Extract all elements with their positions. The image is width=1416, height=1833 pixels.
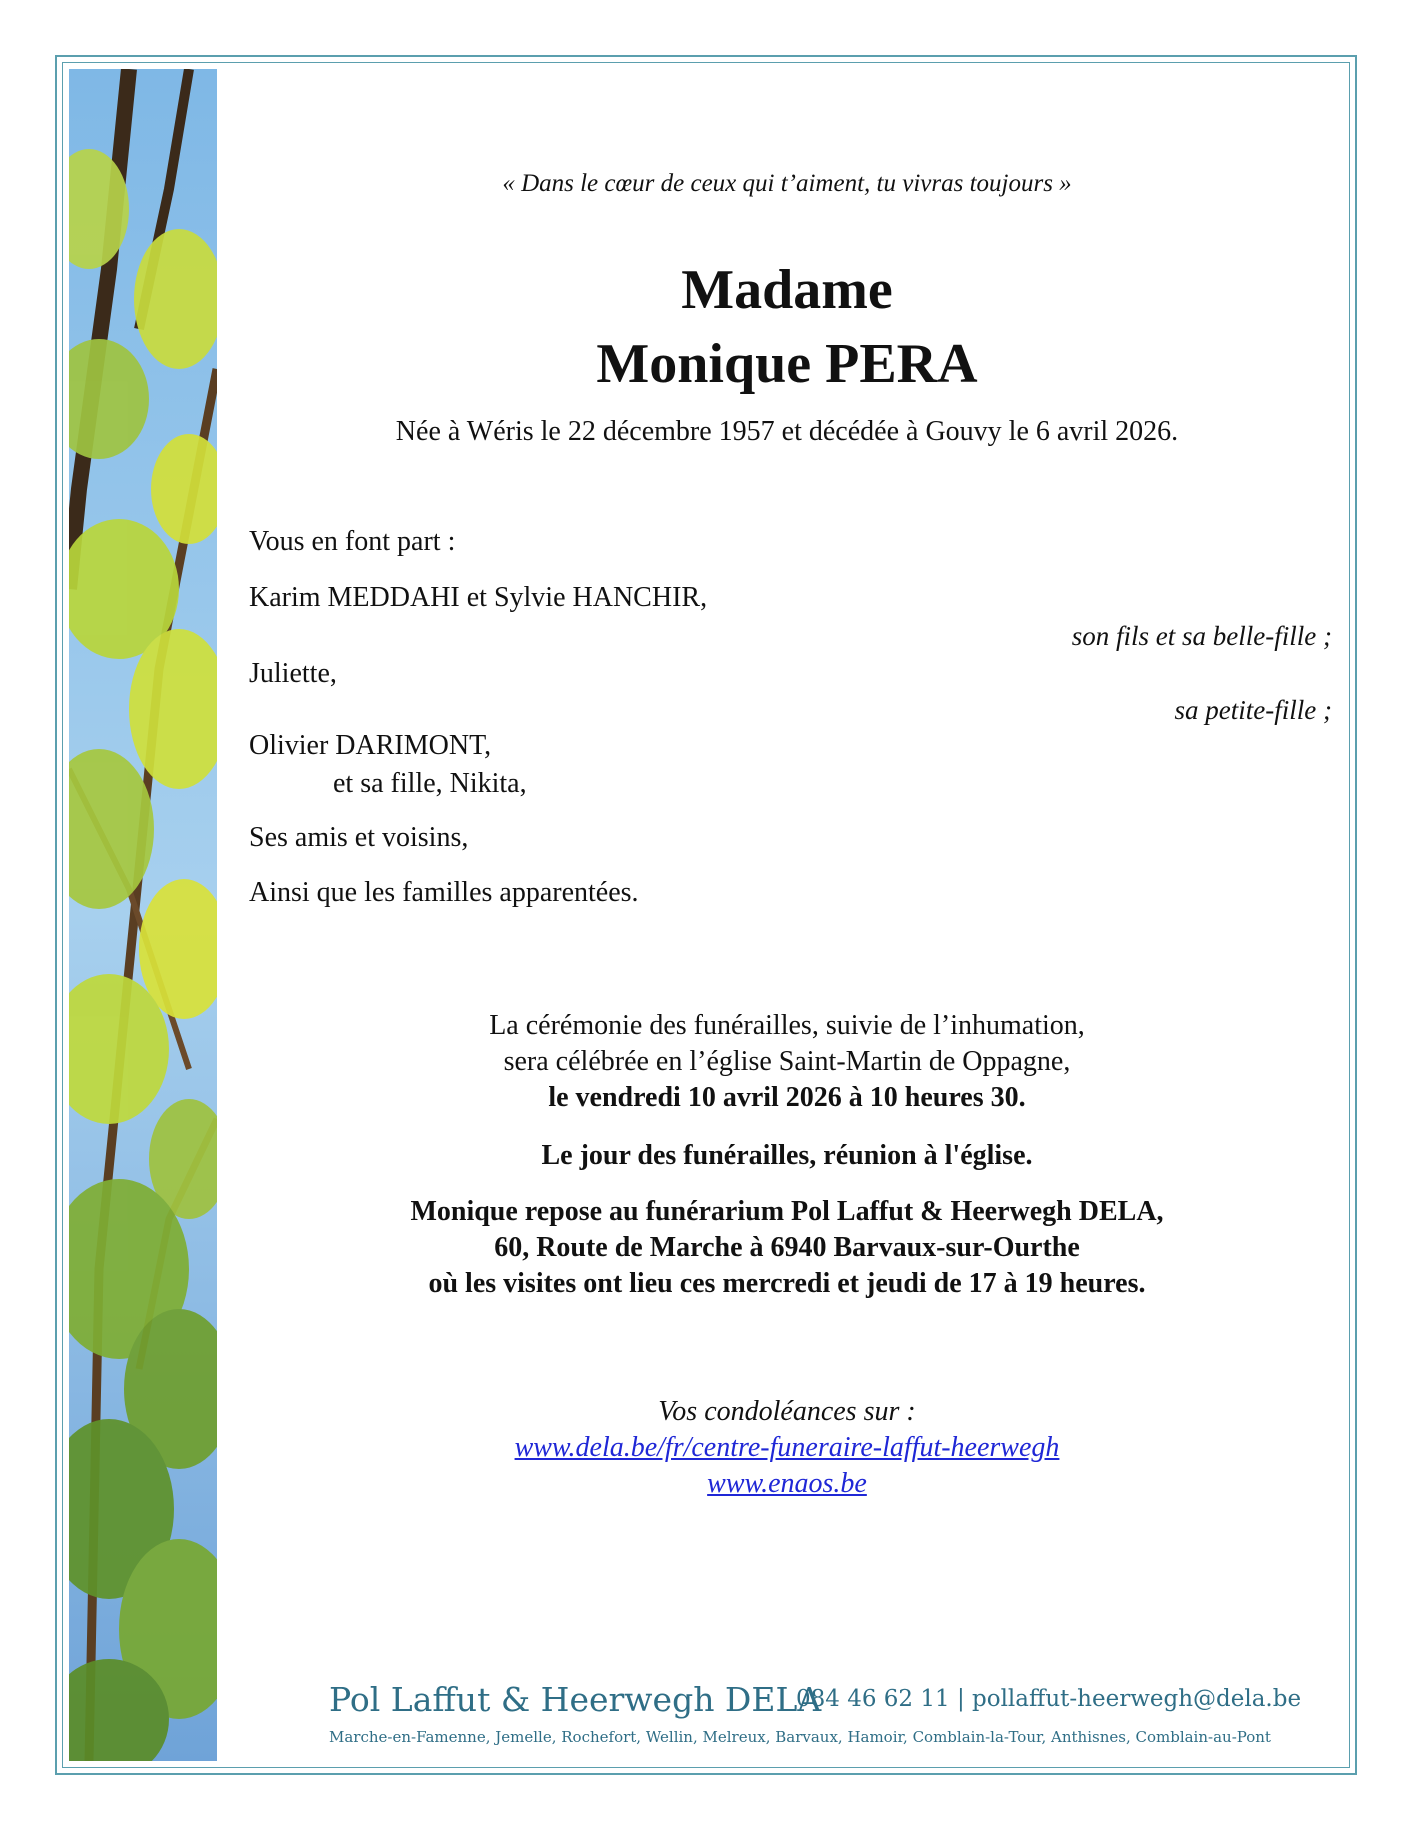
funerarium-address: 60, Route de Marche à 6940 Barvaux-sur-Ourthe: [494, 1232, 1080, 1263]
condolences-link-enaos[interactable]: www.enaos.be: [707, 1468, 867, 1499]
birth-death-line: Née à Wéris le 22 décembre 1957 et décédée à Gouvy le 6 avril 2026.: [395, 416, 1179, 447]
visiting-hours: où les visites ont lieu ces mercredi et jeudi de 17 à 19 heures.: [428, 1268, 1146, 1299]
family-relation: sa petite-fille ;: [1174, 695, 1332, 725]
ceremony-gathering: Le jour des funérailles, réunion à l'église.: [541, 1140, 1033, 1171]
funerarium-line: Monique repose au funérarium Pol Laffut & Heerwegh DELA,: [410, 1196, 1164, 1227]
family-member: Karim MEDDAHI et Sylvie HANCHIR,: [249, 582, 708, 613]
funeral-home-contact: 084 46 62 11 | pollaffut-heerwegh@dela.be: [796, 1686, 1302, 1712]
ceremony-line: sera célébrée en l’église Saint-Martin de Oppagne,: [503, 1046, 1071, 1077]
condolences-link-dela[interactable]: www.dela.be/fr/centre-funeraire-laffut-heerwegh: [514, 1432, 1060, 1463]
deceased-name: Monique PERA: [596, 333, 978, 395]
family-member-sub: et sa fille, Nikita,: [333, 768, 527, 799]
family-member: Ses amis et voisins,: [249, 822, 469, 853]
condolences-label: Vos condoléances sur :: [658, 1396, 916, 1427]
family-member: Ainsi que les familles apparentées.: [249, 877, 639, 908]
family-member: Juliette,: [249, 658, 337, 689]
family-relation: son fils et sa belle-fille ;: [1071, 621, 1332, 651]
ceremony-line: La cérémonie des funérailles, suivie de l’inhumation,: [489, 1010, 1085, 1041]
family-intro: Vous en font part :: [249, 526, 456, 557]
tree-canopy-photo: [69, 69, 217, 1761]
family-member: Olivier DARIMONT,: [249, 730, 492, 761]
ceremony-datetime: le vendredi 10 avril 2026 à 10 heures 30.: [548, 1082, 1026, 1113]
deceased-title: Madame: [681, 259, 893, 321]
funeral-home-locations: Marche-en-Famenne, Jemelle, Rochefort, Wellin, Melreux, Barvaux, Hamoir, Comblain-la-Tour, Anthisnes, Comblain-au-Pont: [329, 1728, 1271, 1746]
funeral-home-logo: Pol Laffut & Heerwegh DELA: [329, 1680, 822, 1719]
memorial-quote: « Dans le cœur de ceux qui t’aiment, tu vivras toujours »: [502, 170, 1072, 197]
